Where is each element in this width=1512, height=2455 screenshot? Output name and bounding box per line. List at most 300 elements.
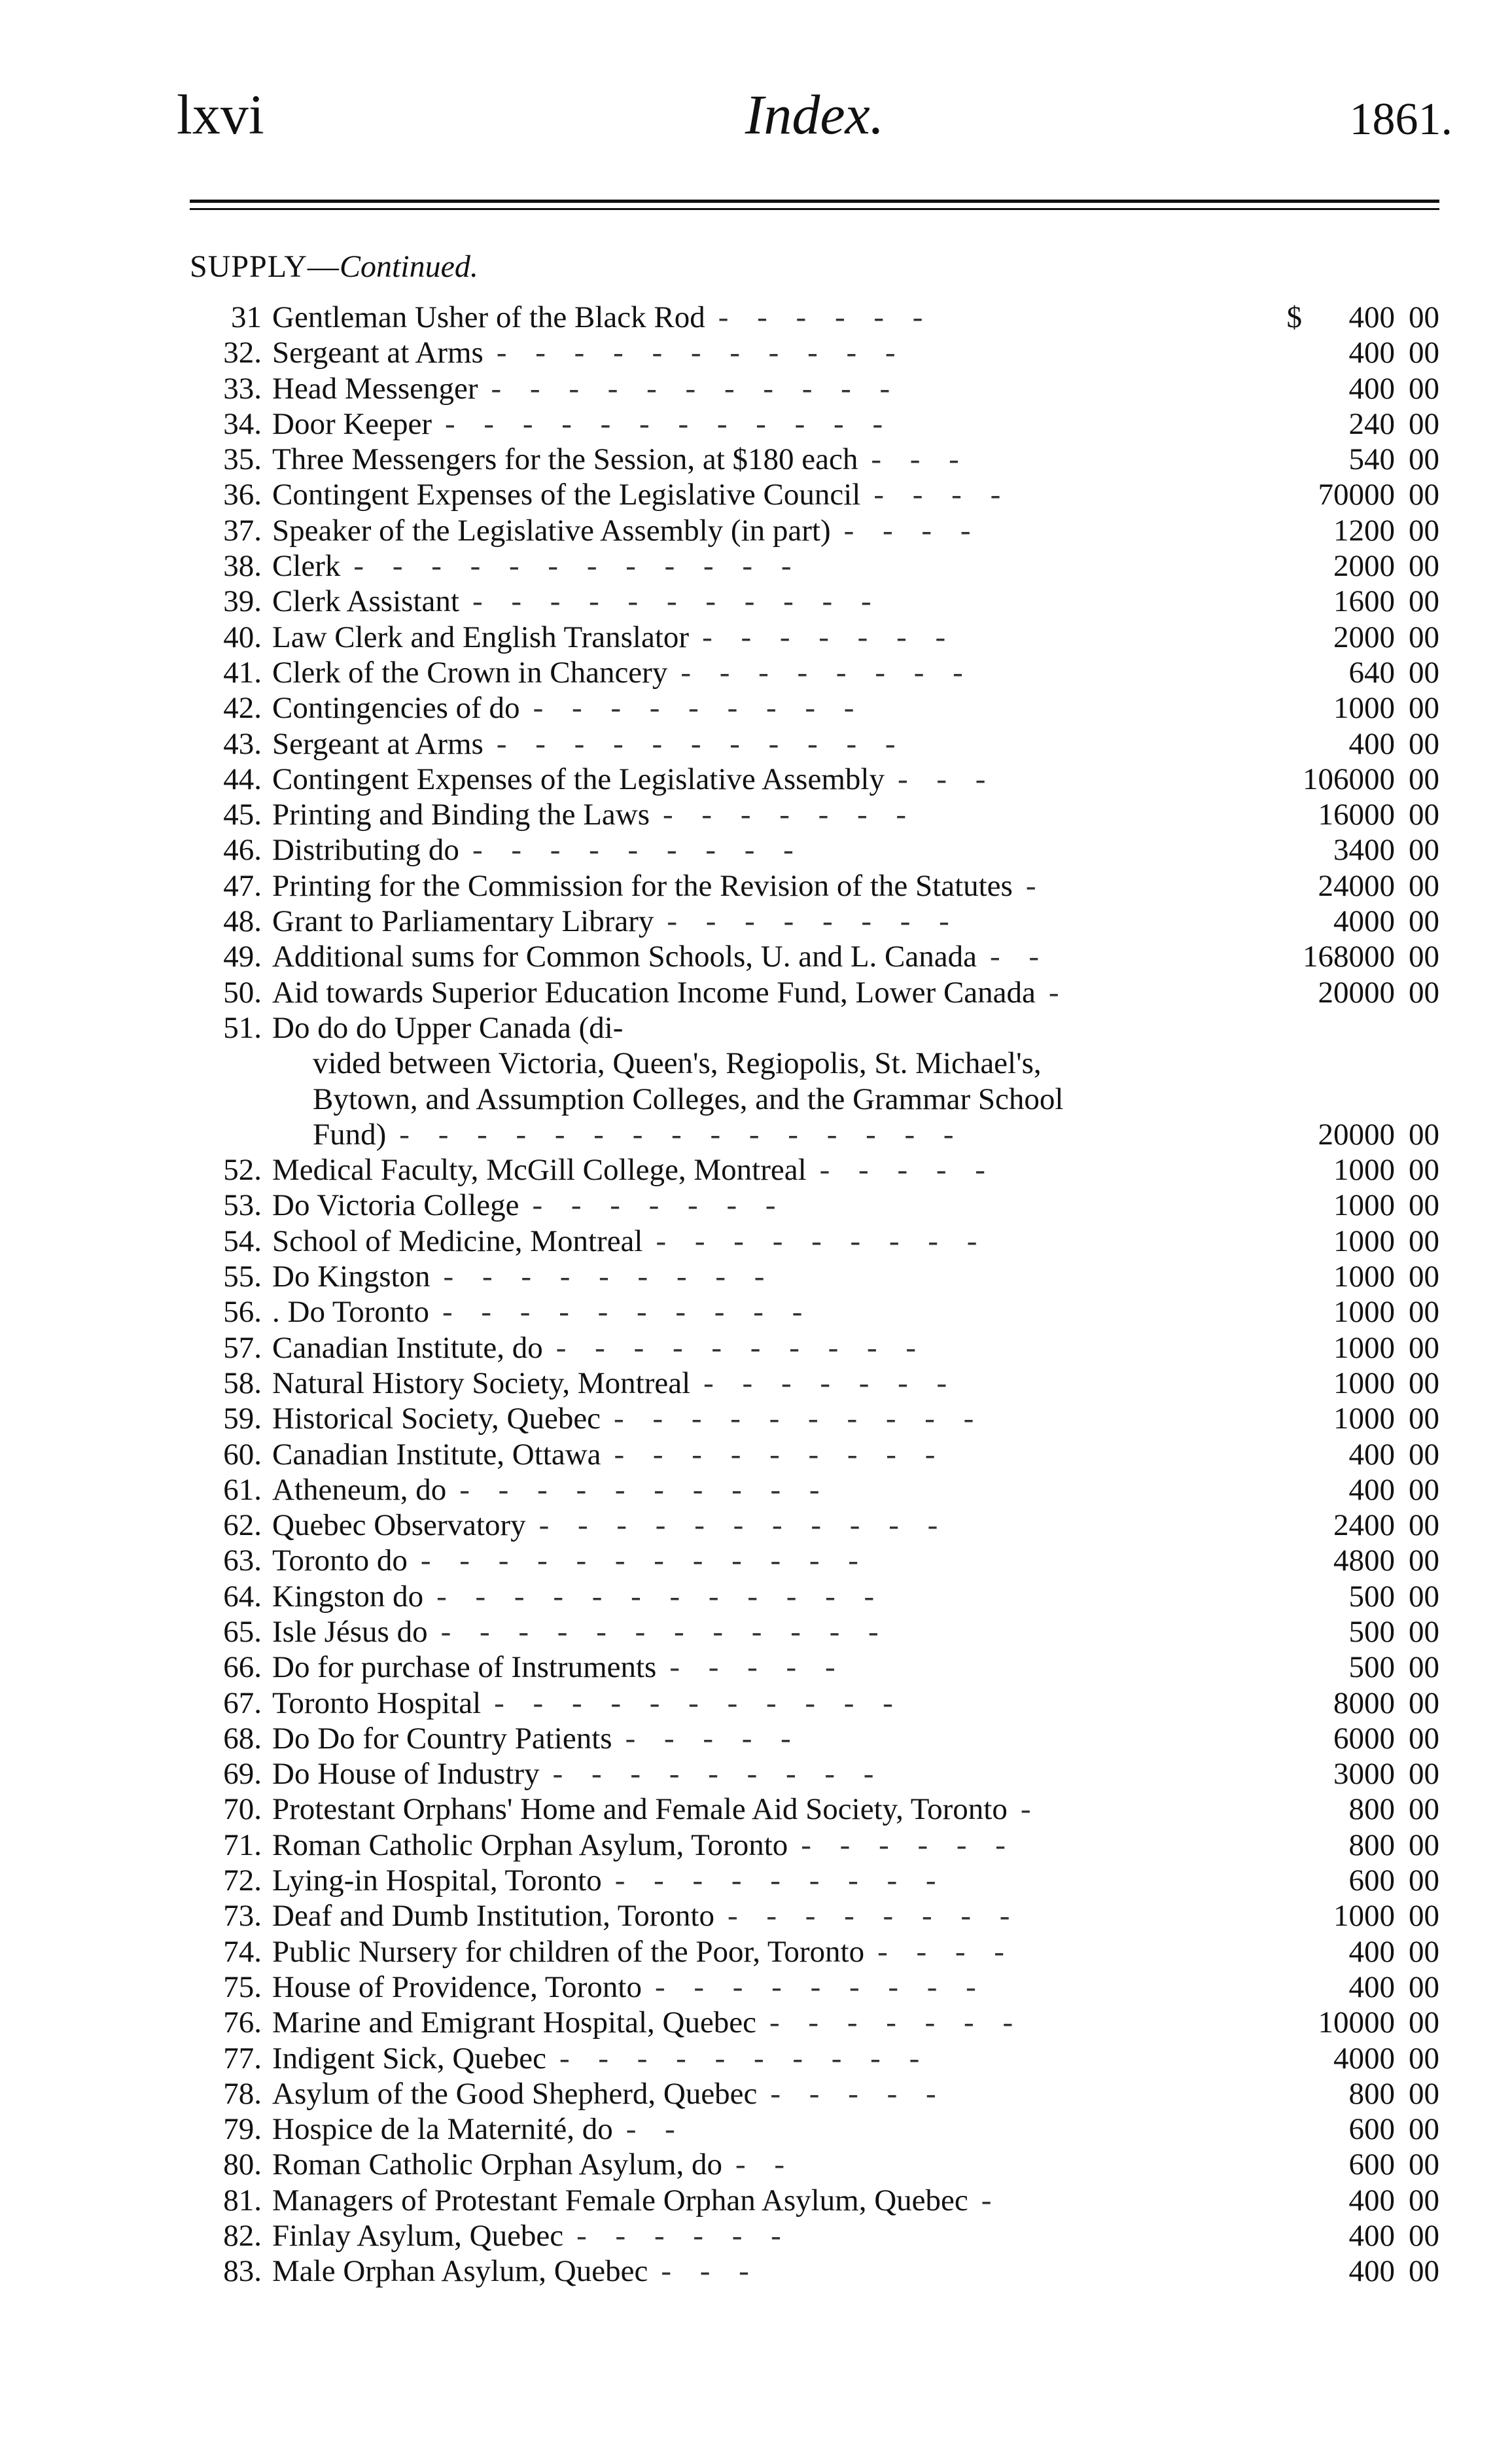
- dot-leader: -: [1048, 975, 1070, 1010]
- dot-leader: - - - - - - - -: [727, 1899, 1021, 1934]
- supply-entry-row: [196, 1010, 1439, 1046]
- amount-dollars: 1200: [1333, 513, 1395, 548]
- amount-dollars: 540: [1348, 442, 1395, 477]
- entry-number: 58.: [223, 1366, 262, 1400]
- amount-dollars: 10000: [1318, 2005, 1395, 2040]
- entry-description: [272, 1721, 1263, 1756]
- entry-description: [272, 1010, 1263, 1046]
- supply-entry-row: [196, 1792, 1439, 1827]
- entry-description: [272, 2183, 1263, 2218]
- entry-number: 78.: [223, 2076, 262, 2111]
- entry-amount: [1289, 548, 1439, 584]
- entry-amount: [1289, 335, 1439, 370]
- entry-description: [272, 335, 1263, 370]
- amount-dollars: 400: [1348, 2183, 1395, 2217]
- entry-amount: [1289, 2183, 1439, 2218]
- entry-description-text: Printing for the Commission for the Revision of the Statutes: [272, 868, 1013, 903]
- amount-dollars: 1000: [1333, 1402, 1395, 1436]
- amount-dollars: 1000: [1333, 1366, 1395, 1400]
- entry-amount: [1289, 1508, 1439, 1543]
- amount-dollars: 600: [1348, 1863, 1395, 1898]
- entry-description-text: House of Providence, Toronto: [272, 1969, 642, 2004]
- entry-number: 33.: [223, 371, 262, 406]
- dot-leader: - - - - - - - - - - - -: [353, 549, 802, 584]
- amount-cents: 00: [1409, 1614, 1439, 1649]
- entry-amount: [1289, 904, 1439, 939]
- entry-description: [272, 832, 1263, 868]
- amount-cents: 00: [1409, 1260, 1439, 1294]
- amount-dollars: 6000: [1333, 1721, 1395, 1756]
- entry-amount: [1289, 1472, 1439, 1508]
- entry-amount: [1289, 1152, 1439, 1188]
- amount-cents: 00: [1409, 2219, 1439, 2253]
- entry-description-text: Asylum of the Good Shepherd, Quebec: [272, 2076, 758, 2111]
- entry-description: [272, 2253, 1263, 2289]
- dot-leader: - - - -: [877, 1934, 1015, 1969]
- entry-description-text: Clerk Assistant: [272, 584, 459, 619]
- dot-leader: - - - - - - - - - - -: [491, 371, 901, 406]
- entry-amount: [1289, 832, 1439, 868]
- supply-entry-row: [196, 1152, 1439, 1188]
- entry-description-text: Managers of Protestant Female Orphan Asylum, Quebec: [272, 2183, 968, 2217]
- entry-description: [272, 1188, 1263, 1223]
- entry-number: 59.: [223, 1402, 262, 1436]
- entry-description: [272, 1259, 1263, 1294]
- entry-description-text: Lying-in Hospital, Toronto: [272, 1863, 602, 1898]
- entry-description-text: vided between Victoria, Queen's, Regiopolis, St. Michael's,: [313, 1046, 1042, 1081]
- entry-description: [272, 868, 1263, 904]
- dot-leader: - - - - - - - -: [667, 904, 960, 939]
- entry-description-text: Toronto do: [272, 1544, 408, 1578]
- entry-description-text: Male Orphan Asylum, Quebec: [272, 2254, 648, 2289]
- entry-description: [272, 2041, 1263, 2076]
- amount-cents: 00: [1409, 2147, 1439, 2182]
- amount-cents: 00: [1409, 1863, 1439, 1898]
- entry-description: [272, 584, 1263, 619]
- entry-number: 52.: [223, 1153, 262, 1188]
- dot-leader: - - - - - - - - - -: [459, 1472, 830, 1507]
- entry-amount: [1289, 2111, 1439, 2147]
- entry-number: 70.: [223, 1792, 262, 1827]
- entry-description-text: Indigent Sick, Quebec: [272, 2041, 546, 2075]
- amount-cents: 00: [1409, 1721, 1439, 1756]
- supply-entry-row: [196, 1721, 1439, 1756]
- entry-number: 49.: [223, 940, 262, 974]
- dot-leader: - - - -: [843, 513, 981, 548]
- supply-entry-row: [196, 1472, 1439, 1508]
- entry-amount: [1289, 1117, 1439, 1152]
- supply-entry-row: [196, 1330, 1439, 1366]
- entry-amount: [1289, 442, 1439, 477]
- amount-dollars: 1000: [1333, 1295, 1395, 1330]
- entry-description: [272, 371, 1263, 406]
- supply-entry-row: [196, 620, 1439, 655]
- entry-description-text: Canadian Institute, do: [272, 1330, 543, 1365]
- amount-cents: 00: [1409, 798, 1439, 832]
- entry-description-text: Do Do for Country Patients: [272, 1721, 612, 1756]
- section-name: SUPPLY—: [190, 249, 340, 284]
- entry-description: [272, 406, 1263, 442]
- entry-amount: [1289, 1650, 1439, 1685]
- amount-dollars: 1000: [1333, 1899, 1395, 1934]
- dot-leader: - - - - -: [819, 1153, 996, 1188]
- amount-dollars: 4000: [1333, 2041, 1395, 2075]
- entry-number: 39.: [223, 584, 262, 619]
- supply-entry-row: [196, 1508, 1439, 1543]
- entry-amount: [1289, 2076, 1439, 2111]
- amount-cents: 00: [1409, 940, 1439, 974]
- entry-description-text: Distributing do: [272, 833, 459, 868]
- dot-leader: - - - - - - -: [702, 620, 957, 654]
- entry-amount: [1289, 1543, 1439, 1578]
- amount-cents: 00: [1409, 300, 1439, 334]
- supply-entry-list: [196, 300, 1439, 2289]
- entry-description: [272, 1792, 1263, 1827]
- dot-leader: - - - - - - -: [769, 2005, 1024, 2040]
- entry-number: 73.: [223, 1899, 262, 1934]
- amount-cents: 00: [1409, 371, 1439, 406]
- supply-entry-row: [196, 371, 1439, 406]
- entry-number: 69.: [223, 1757, 262, 1792]
- entry-amount: [1289, 1686, 1439, 1721]
- entry-number: 47.: [223, 868, 262, 903]
- entry-description: [272, 655, 1263, 690]
- amount-cents: 00: [1409, 1579, 1439, 1614]
- amount-dollars: 500: [1348, 1614, 1395, 1649]
- entry-description: [313, 1046, 1400, 1081]
- entry-description-text: Contingent Expenses of the Legislative Council: [272, 478, 861, 512]
- entry-description: [272, 548, 1263, 584]
- amount-dollars: 400: [1348, 726, 1395, 761]
- supply-entry-row: [196, 655, 1439, 690]
- amount-dollars: 800: [1348, 1792, 1395, 1827]
- entry-amount: [1289, 584, 1439, 619]
- amount-dollars: 640: [1348, 655, 1395, 690]
- dot-leader: - - - - - - - - -: [656, 1224, 988, 1258]
- dot-leader: - - - - - - -: [703, 1366, 958, 1400]
- entry-description-text: Do Kingston: [272, 1260, 431, 1294]
- supply-entry-row: [196, 2111, 1439, 2147]
- dot-leader: - - - - - - - - - -: [555, 1330, 927, 1365]
- entry-amount: [1289, 1294, 1439, 1330]
- entry-description: [272, 620, 1263, 655]
- supply-entry-row: [196, 1543, 1439, 1578]
- amount-cents: 00: [1409, 1330, 1439, 1365]
- entry-description-text: Gentleman Usher of the Black Rod: [272, 300, 705, 334]
- dot-leader: - - - - -: [625, 1721, 801, 1756]
- entry-number: 68.: [223, 1721, 262, 1756]
- entry-description: [272, 1579, 1263, 1614]
- entry-description: [272, 513, 1263, 548]
- supply-entry-row: [196, 1898, 1439, 1934]
- entry-amount: [1289, 1259, 1439, 1294]
- supply-entry-row: [196, 1401, 1439, 1436]
- amount-cents: 00: [1409, 2183, 1439, 2217]
- entry-number: 37.: [223, 513, 262, 548]
- amount-cents: 00: [1409, 833, 1439, 868]
- amount-cents: 00: [1409, 1508, 1439, 1543]
- entry-description: [272, 2218, 1263, 2253]
- entry-amount: [1289, 1969, 1439, 2005]
- amount-cents: 00: [1409, 1969, 1439, 2004]
- supply-entry-row: [196, 1294, 1439, 1330]
- amount-dollars: 500: [1348, 1579, 1395, 1614]
- entry-number: 50.: [223, 975, 262, 1010]
- entry-amount: [1289, 2041, 1439, 2076]
- amount-dollars: 70000: [1318, 478, 1395, 512]
- amount-cents: 00: [1409, 691, 1439, 726]
- supply-entry-row: [196, 1188, 1439, 1223]
- amount-cents: 00: [1409, 1544, 1439, 1578]
- entry-description-text: Contingencies of do: [272, 691, 520, 726]
- supply-entry-row: [196, 1650, 1439, 1685]
- amount-cents: 00: [1409, 1650, 1439, 1685]
- entry-description-text: Aid towards Superior Education Income Fund, Lower Canada: [272, 975, 1036, 1010]
- dot-leader: - - - - - - - - - - -: [496, 726, 906, 761]
- amount-cents: 00: [1409, 513, 1439, 548]
- amount-cents: 00: [1409, 726, 1439, 761]
- entry-description: [272, 1366, 1263, 1401]
- amount-dollars: 1000: [1333, 1188, 1395, 1223]
- supply-entry-row: [196, 406, 1439, 442]
- entry-number: 64.: [223, 1579, 262, 1614]
- dot-leader: - - - - - - - - - - -: [538, 1508, 949, 1543]
- supply-entry-row: [196, 335, 1439, 370]
- entry-amount: [1289, 2218, 1439, 2253]
- amount-dollars: 400: [1348, 1472, 1395, 1507]
- supply-entry-row: [196, 2147, 1439, 2182]
- amount-dollars: 1600: [1333, 584, 1395, 619]
- supply-entry-row: [196, 300, 1439, 335]
- entry-description-text: Clerk of the Crown in Chancery: [272, 655, 668, 690]
- entry-number: 54.: [223, 1224, 262, 1258]
- supply-entry-row: [196, 1686, 1439, 1721]
- entry-description-text: Finlay Asylum, Quebec: [272, 2219, 564, 2253]
- entry-description: [272, 1294, 1263, 1330]
- supply-entry-row: [196, 584, 1439, 619]
- entry-description-text: Head Messenger: [272, 371, 478, 406]
- entry-amount: [1289, 975, 1439, 1010]
- amount-cents: 00: [1409, 2041, 1439, 2075]
- amount-cents: 00: [1409, 1224, 1439, 1258]
- entry-number: 48.: [223, 904, 262, 939]
- entry-amount: [1289, 1614, 1439, 1650]
- dot-leader: - - - - - -: [718, 300, 934, 334]
- entry-description: [272, 1828, 1263, 1863]
- supply-entry-row: [196, 2183, 1439, 2218]
- entry-number: 42.: [223, 691, 262, 726]
- amount-cents: 00: [1409, 584, 1439, 619]
- entry-number: 40.: [223, 620, 262, 654]
- amount-cents: 00: [1409, 1828, 1439, 1862]
- entry-number: 61.: [223, 1472, 262, 1507]
- dot-leader: - - - -: [873, 478, 1011, 512]
- entry-number: 80.: [223, 2147, 262, 2182]
- dot-leader: -: [981, 2183, 1002, 2217]
- entry-description-text: Protestant Orphans' Home and Female Aid Society, Toronto: [272, 1792, 1008, 1827]
- amount-dollars: 400: [1348, 1969, 1395, 2004]
- entry-description-text: Historical Society, Quebec: [272, 1402, 601, 1436]
- entry-amount: [1289, 1828, 1439, 1863]
- dot-leader: - -: [989, 940, 1050, 974]
- supply-entry-row: [196, 1934, 1439, 1969]
- dot-leader: - - - - - - - - - - - - - - -: [399, 1117, 964, 1152]
- section-heading: [190, 247, 478, 287]
- entry-description: [272, 1437, 1263, 1472]
- entry-number: 81.: [223, 2183, 262, 2217]
- entry-description-text: Printing and Binding the Laws: [272, 798, 650, 832]
- entry-amount: [1289, 868, 1439, 904]
- amount-dollars: 16000: [1318, 798, 1395, 832]
- page-header: [177, 79, 1452, 157]
- supply-entry-row: [196, 1614, 1439, 1650]
- entry-amount: [1289, 690, 1439, 726]
- entry-number: 55.: [223, 1260, 262, 1294]
- amount-cents: 00: [1409, 1153, 1439, 1188]
- entry-description-text: Medical Faculty, McGill College, Montreal: [272, 1153, 807, 1188]
- supply-entry-row: [196, 513, 1439, 548]
- entry-description-text: Do for purchase of Instruments: [272, 1650, 657, 1685]
- entry-description-text: Speaker of the Legislative Assembly (in part): [272, 513, 831, 548]
- entry-description: [272, 1756, 1263, 1792]
- supply-entry-row: [196, 477, 1439, 512]
- currency-symbol: $: [1286, 300, 1302, 334]
- supply-entry-row: [196, 1579, 1439, 1614]
- amount-dollars: 8000: [1333, 1686, 1395, 1720]
- entry-amount: [1289, 762, 1439, 797]
- entry-description: [272, 726, 1263, 762]
- supply-entry-row: [196, 762, 1439, 797]
- dot-leader: - - -: [897, 762, 996, 796]
- dot-leader: - - - - - - - - - - - -: [420, 1544, 869, 1578]
- entry-amount: [1289, 655, 1439, 690]
- entry-description-text: Isle Jésus do: [272, 1614, 428, 1649]
- entry-description-text: Grant to Parliamentary Library: [272, 904, 654, 939]
- entry-number: 71.: [223, 1828, 262, 1862]
- entry-amount: [1289, 2005, 1439, 2040]
- supply-entry-row: [196, 1437, 1439, 1472]
- entry-description-text: Toronto Hospital: [272, 1686, 482, 1720]
- entry-number: 57.: [223, 1330, 262, 1365]
- amount-cents: 00: [1409, 1472, 1439, 1507]
- entry-description: [272, 2147, 1263, 2182]
- entry-description: [272, 975, 1263, 1010]
- dot-leader: - -: [625, 2112, 686, 2147]
- amount-cents: 00: [1409, 1366, 1439, 1400]
- amount-dollars: 4800: [1333, 1544, 1395, 1578]
- amount-cents: 00: [1409, 868, 1439, 903]
- entry-description: [272, 1969, 1263, 2005]
- page-title: Index.: [745, 83, 885, 146]
- entry-amount: [1289, 513, 1439, 548]
- dot-leader: - - - - - -: [576, 2219, 792, 2253]
- entry-description: [272, 2111, 1263, 2147]
- entry-number: 44.: [223, 762, 262, 796]
- entry-amount: [1289, 1330, 1439, 1366]
- entry-description-text: Additional sums for Common Schools, U. and L. Canada: [272, 940, 977, 974]
- entry-continuation-line: [196, 1082, 1439, 1117]
- entry-description-text: Roman Catholic Orphan Asylum, do: [272, 2147, 722, 2182]
- supply-entry-row: [196, 1969, 1439, 2005]
- entry-description-text: Marine and Emigrant Hospital, Quebec: [272, 2005, 757, 2040]
- entry-description-text: Quebec Observatory: [272, 1508, 526, 1543]
- entry-description-text: Do House of Industry: [272, 1757, 540, 1792]
- entry-amount: [1289, 1188, 1439, 1223]
- entry-number: 72.: [223, 1863, 262, 1898]
- entry-number: 53.: [223, 1188, 262, 1223]
- dot-leader: - - - - - - - - -: [614, 1437, 946, 1472]
- amount-dollars: 400: [1348, 371, 1395, 406]
- amount-dollars: 20000: [1318, 1117, 1395, 1152]
- entry-description-text: Natural History Society, Montreal: [272, 1366, 691, 1400]
- supply-entry-row: [196, 2005, 1439, 2040]
- amount-cents: 00: [1409, 1295, 1439, 1330]
- supply-entry-row: [196, 2041, 1439, 2076]
- entry-description: [272, 1650, 1263, 1685]
- amount-dollars: 1000: [1333, 1153, 1395, 1188]
- amount-cents: 00: [1409, 442, 1439, 477]
- dot-leader: - - - - - - -: [532, 1188, 786, 1223]
- entry-description: [272, 442, 1263, 477]
- entry-description-text: Deaf and Dumb Institution, Toronto: [272, 1899, 714, 1934]
- entry-description-text: Atheneum, do: [272, 1472, 447, 1507]
- supply-entry-row: [196, 548, 1439, 584]
- amount-dollars: 24000: [1318, 868, 1395, 903]
- amount-dollars: 400: [1348, 2254, 1395, 2289]
- entry-description: [272, 1330, 1263, 1366]
- dot-leader: - - - - - - - - -: [443, 1260, 775, 1294]
- entry-description-text: Sergeant at Arms: [272, 336, 483, 370]
- amount-cents: 00: [1409, 1899, 1439, 1934]
- supply-entry-row: [196, 832, 1439, 868]
- entry-description: [272, 1898, 1263, 1934]
- amount-cents: 00: [1409, 549, 1439, 584]
- entry-description: [272, 2005, 1263, 2040]
- amount-cents: 00: [1409, 1757, 1439, 1792]
- amount-dollars: 106000: [1303, 762, 1395, 796]
- entry-number: 74.: [223, 1934, 262, 1969]
- entry-amount: [1289, 371, 1439, 406]
- entry-number: 83.: [223, 2254, 262, 2289]
- supply-entry-row: [196, 868, 1439, 904]
- amount-dollars: 400: [1348, 1934, 1395, 1969]
- amount-dollars: 1000: [1333, 1260, 1395, 1294]
- entry-description-text: Contingent Expenses of the Legislative Assembly: [272, 762, 885, 796]
- entry-number: 66.: [223, 1650, 262, 1685]
- supply-entry-row: [196, 442, 1439, 477]
- amount-cents: 00: [1409, 1402, 1439, 1436]
- entry-amount: [1289, 1898, 1439, 1934]
- header-rule-thick: [190, 200, 1439, 203]
- entry-description: [272, 1614, 1263, 1650]
- dot-leader: -: [1020, 1792, 1042, 1827]
- supply-entry-row: [196, 797, 1439, 832]
- entry-amount: [1289, 620, 1439, 655]
- supply-entry-row: [196, 1863, 1439, 1898]
- entry-amount: [1289, 1401, 1439, 1436]
- amount-dollars: 1000: [1333, 1330, 1395, 1365]
- amount-dollars: 1000: [1333, 691, 1395, 726]
- entry-number: 46.: [223, 833, 262, 868]
- amount-dollars: 600: [1348, 2147, 1395, 2182]
- entry-number: 67.: [223, 1686, 262, 1720]
- amount-cents: 00: [1409, 620, 1439, 654]
- amount-dollars: 800: [1348, 2076, 1395, 2111]
- entry-description: [272, 1401, 1263, 1436]
- entry-amount: [1289, 2147, 1439, 2182]
- entry-description-text: Public Nursery for children of the Poor, Toronto: [272, 1934, 865, 1969]
- entry-number: 60.: [223, 1437, 262, 1472]
